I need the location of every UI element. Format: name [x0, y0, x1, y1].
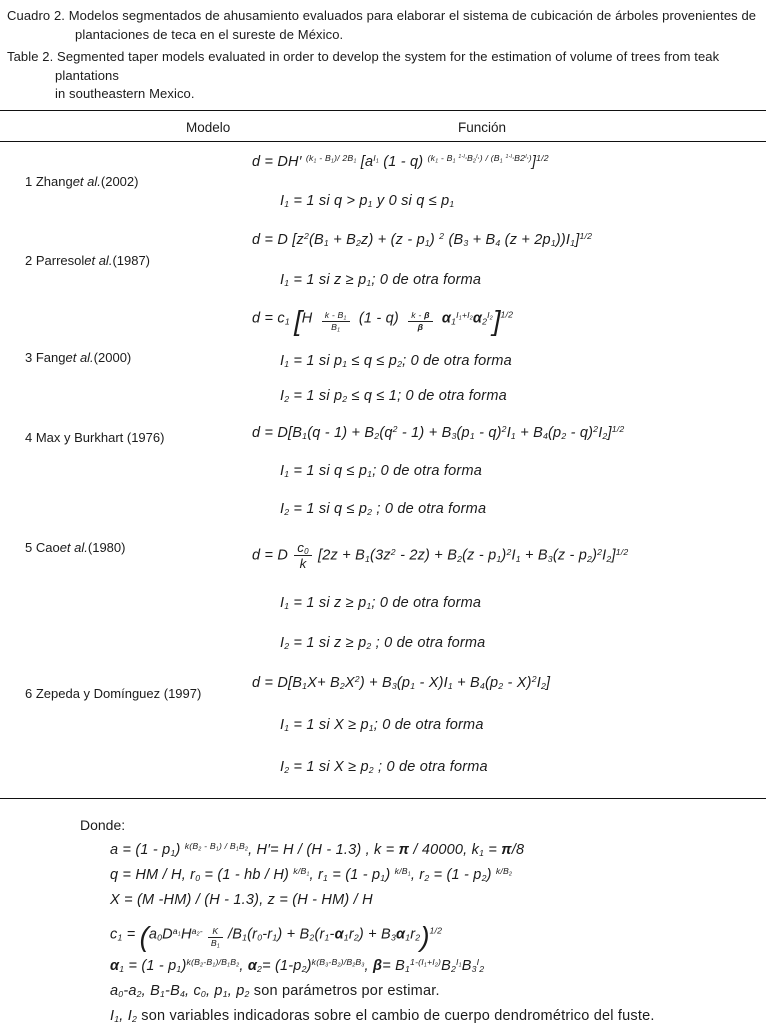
- model-condition: $I_2 = 1$ si $p_2 \le q \le 1$; 0 de otra forma: [280, 388, 507, 405]
- model-label: 3 Fang et al. (2000): [25, 349, 132, 365]
- model-condition: $I_1 = 1$ si $z \ge p_1$; 0 de otra forma: [280, 595, 482, 612]
- column-header-funcion: Función: [458, 120, 507, 136]
- model-function-cell: [238, 414, 766, 528]
- model-formula: $d = D[B_1(q - 1) + B_2(q^2 - 1) + B_3(p_1 - q)^2I_1 + B_4(p_2 - q)^2I_2]^{1/2}$: [252, 424, 625, 442]
- model-label: 1 Zhang et al. (2002): [25, 173, 139, 189]
- column-header-modelo: Modelo: [186, 120, 231, 136]
- model-label: 5 Cao et al. (1980): [25, 540, 126, 556]
- model-condition: $I_1 = 1$ si $X \ge p_1$; 0 de otra forma: [280, 717, 484, 734]
- footnote-heading: Donde:: [80, 817, 126, 834]
- footnote-line: X = (M -HM) / (H - 1.3), z = (H - HM) / H: [110, 892, 373, 909]
- model-condition: $I_2 = 1$ si $q \le p_2$ ; 0 de otra forma: [280, 501, 487, 518]
- footnote-line: $\alpha_1 = (1 - p_1)^{k(B_2-B_1)/B_1B_2}$, $\alpha_2= (1-p_2)^{k(B_3-B_2)/B_2B_3}$, $\beta= B_1^{1-(I_1+I_2)}B_2^{I_1}B_3^I_2$: [110, 957, 485, 975]
- model-row-cao: [0, 528, 766, 662]
- model-function-cell: [238, 528, 766, 662]
- model-function-cell: [238, 220, 766, 300]
- model-label: 2 Parresol et al. (1987): [25, 252, 151, 268]
- footnote-line: $I_1$, $I_2$ son variables indicadoras sobre el cambio de cuerpo dendrométrico del fuste.: [110, 1007, 655, 1024]
- model-condition: $I_1 = 1$ si $p_1 \le q \le p_2$; 0 de otra forma: [280, 352, 512, 369]
- table-top-rule: [0, 110, 766, 111]
- model-row-fang: [0, 300, 766, 414]
- caption-english: Table 2. Segmented taper models evaluated in order to develop the system for the estimation of volume of trees from teak plantations in southeastern Mexico.: [7, 48, 720, 102]
- table-header-row: [0, 116, 766, 141]
- model-row-zhang: [0, 142, 766, 220]
- footnote-line: $c_1 = (a_0D^{a_1}H^{a_2-}$ $\frac{K}{B_1}$ $/B_1(r_0-r_1) + B_2(r_1-\alpha_1r_2) + B_3\alpha_1r_2)^{1/2}$: [110, 921, 443, 953]
- model-function-cell: [238, 300, 766, 414]
- footnote-line: $a = (1 - p_1)$ $^{k(B_2 - B_1) / B_1B_2}$, H′= H / (H - 1.3) , k = π / 40000, $k_1 = \pi/8$: [110, 841, 525, 859]
- model-formula: $d = c_1$ [H $\frac{k - B_1}{B_1}$ (1 - q) $\frac{k - \beta}{\beta}$ $\alpha_1^{I_1+I_2}\alpha_2^{I_2}]^{1/2}$: [252, 305, 514, 337]
- table-footnote: [0, 817, 766, 1024]
- model-label: 6 Zepeda y Domínguez (1997): [25, 686, 202, 702]
- model-label: 4 Max y Burkhart (1976): [25, 430, 165, 446]
- model-row-zepeda: [0, 662, 766, 788]
- footnote-line: q = HM / H, $r_0 = (1$ - hb / H) $^{k/B_1}$, $r_1 = (1 - p_1)$ $^{k/B_1}$, $r_2 = (1 - p_2)$ $^{k/B_2}$: [110, 866, 513, 884]
- table-bottom-rule: [0, 798, 766, 799]
- model-condition: $I_1 = 1$ si $q > p_1$ y 0 si $q \le p_1$: [280, 192, 455, 209]
- model-formula: d = D [$z^2(B_1 + B_2z) + (z - p_1)$ $^2$ ($B_3 + B_4$ $(z + 2p_1))I_1]^{1/2}$: [252, 231, 593, 249]
- model-condition: $I_1 = 1$ si $q \le p_1$; 0 de otra forma: [280, 463, 482, 480]
- model-formula: d = DH′ $^{(k_1 - B_1)/ 2B_1}$ [$a^{I_1}$ (1 - q) $^{(k_1 - B_1 ^{1-I_1}B_2^{I_1}) / (B_1 ^{1-I_1}B2^{I_1})}$]$^{1/2}$: [252, 152, 549, 170]
- footnote-line: $a_0-a_2$, $B_1-B_4$, $c_0$, $p_1$, $p_2$ son parámetros por estimar.: [110, 982, 440, 1000]
- model-formula: d = D $\frac{c_0}{k}$ $[2z + B_1(3z^2 - 2z) + B_2(z - p_1)^2I_1 + B_3(z - p_2)^2I_2]^{1/2}$: [252, 539, 629, 572]
- model-function-cell: [238, 662, 766, 788]
- model-row-max-burkhart: [0, 414, 766, 528]
- model-condition: $I_1 = 1$ si $z \ge p_1$; 0 de otra forma: [280, 272, 482, 289]
- table-caption: [0, 7, 766, 104]
- model-condition: $I_2 = 1$ si $X \ge p_2$ ; 0 de otra forma: [280, 759, 488, 776]
- model-function-cell: [238, 142, 766, 220]
- caption-spanish: Cuadro 2. Modelos segmentados de ahusamiento evaluados para elaborar el sistema de cubicación de árboles provenientes de plantaciones de teca en el sureste de México.: [7, 8, 757, 42]
- paper-table-page: [0, 7, 766, 1024]
- model-row-parresol: [0, 220, 766, 300]
- model-condition: $I_2 = 1$ si $z \ge p_2$ ; 0 de otra forma: [280, 634, 486, 651]
- model-formula: $d = D[B_1X+ B_2X^2) + B_3(p_1 - X)I_1 + B_4(p_2 - X)^2I_2$]: [252, 674, 551, 692]
